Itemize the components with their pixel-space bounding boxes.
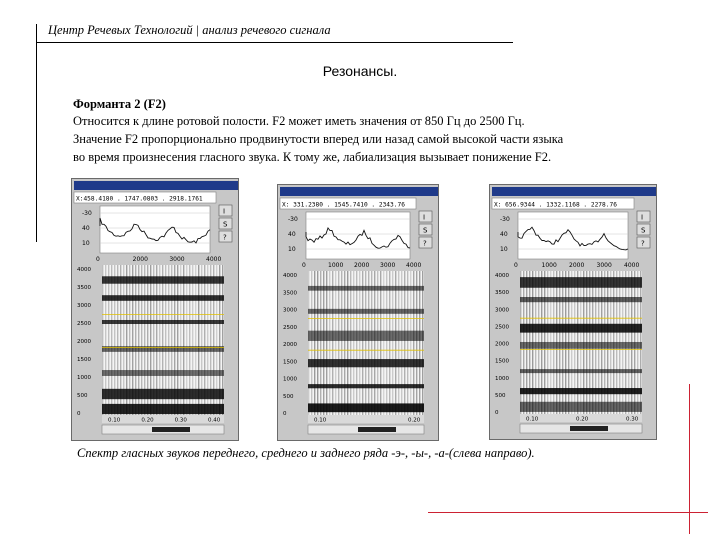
frequency-tick: 500	[77, 393, 88, 399]
spectrum-x-tick: 3000	[380, 262, 396, 269]
spectrogram-striation	[422, 271, 423, 415]
scrollbar-thumb	[152, 427, 190, 432]
spectrogram-striation	[383, 271, 384, 415]
header-rule	[36, 42, 513, 43]
spectrum-x-tick: 2000	[569, 262, 585, 269]
figure-caption: Спектр гласных звуков переднего, среднего и заднего ряда -э-, -ы-, -а-(слева направо).	[77, 446, 535, 460]
spectrogram-striation	[374, 271, 375, 415]
frequency-tick: 1000	[283, 376, 297, 383]
frequency-tick: 2500	[77, 321, 91, 327]
formant-band	[520, 342, 642, 349]
time-tick: 0.20	[576, 416, 589, 423]
spectrogram-striation	[371, 271, 372, 415]
time-tick: 0.40	[208, 417, 221, 424]
frequency-tick: 2500	[495, 324, 509, 331]
spectrogram-striation	[413, 271, 414, 415]
spectrum-x-tick: 0	[96, 256, 100, 263]
spectrum-x-tick: 2000	[354, 262, 370, 269]
spectrogram-striation	[335, 271, 336, 415]
spectrogram-striation	[380, 271, 381, 415]
spectrogram-window-central-vowel	[277, 184, 439, 441]
spectrum-y-tick: -30	[500, 216, 510, 223]
spectrogram-striation	[401, 271, 402, 415]
paragraph-line: Относится к длине ротовой полости. F2 может иметь значения от 850 Гц до 2500 Гц.	[73, 114, 525, 128]
spectrum-x-tick: 4000	[406, 262, 422, 269]
spectrogram-striation	[326, 271, 327, 415]
status-readout: X: 331.2380 . 1545.7410 . 2343.76	[282, 201, 405, 209]
spectrogram-striation	[419, 271, 420, 415]
window-title-bar	[280, 187, 438, 196]
spectrogram-striation	[392, 271, 393, 415]
time-tick: 0.30	[174, 417, 187, 424]
spectrogram-striation	[308, 271, 309, 415]
toolbar-button-label: ?	[223, 233, 227, 242]
spectrum-x-tick: 0	[302, 262, 306, 269]
toolbar-button-label: ?	[641, 239, 645, 248]
frequency-tick: 3500	[283, 290, 297, 297]
status-readout: X: 656.9344 . 1332.1168 . 2278.76	[494, 201, 617, 209]
decor-red-horizontal	[428, 512, 708, 513]
spectrum-y-tick: 40	[288, 231, 296, 238]
spectrogram-striation	[362, 271, 363, 415]
spectrogram-striation	[404, 271, 405, 415]
spectrogram-window-back-vowel	[489, 184, 657, 440]
spectrogram-striation	[323, 271, 324, 415]
spectrum-y-tick: 10	[500, 246, 508, 253]
time-tick: 0.10	[108, 417, 121, 424]
scrollbar-thumb	[570, 426, 608, 431]
spectrum-x-tick: 4000	[624, 262, 640, 269]
spectrum-x-tick: 1000	[328, 262, 344, 269]
formant-band	[102, 370, 224, 376]
time-axis-strip	[102, 415, 224, 423]
frequency-tick: 1500	[77, 357, 91, 363]
time-tick: 0.20	[141, 417, 154, 424]
spectrogram-striation	[416, 271, 417, 415]
toolbar-button-label: I	[223, 207, 226, 216]
spectrogram-striation	[386, 271, 387, 415]
spectrogram-striation	[407, 271, 408, 415]
spectrogram-striation	[395, 271, 396, 415]
frequency-tick: 4000	[495, 273, 509, 279]
left-rule	[36, 24, 37, 242]
spectrogram-window-front-vowel	[71, 178, 239, 441]
formant-band	[520, 324, 642, 333]
spectrogram-striation	[350, 271, 351, 415]
formant-band	[520, 277, 642, 288]
spectrogram-striation	[311, 271, 312, 415]
spectrogram-graphic	[490, 185, 657, 440]
window-title-bar	[492, 187, 656, 196]
frequency-tick: 3500	[495, 290, 509, 297]
spectrogram-striation	[410, 271, 411, 415]
frequency-tick: 4000	[77, 267, 91, 273]
frequency-tick: 1000	[495, 375, 509, 382]
frequency-tick: 1500	[283, 359, 297, 366]
formant-band	[308, 403, 424, 412]
frequency-tick: 1500	[495, 358, 509, 365]
formant-band	[102, 404, 224, 414]
frequency-tick: 0	[77, 411, 81, 417]
formant-band	[102, 389, 224, 399]
paragraph-line: во время произнесения гласного звука. К тому же, лабиализация вызывает понижение F2.	[73, 150, 552, 164]
spectrogram-striation	[365, 271, 366, 415]
spectrum-x-tick: 4000	[206, 256, 222, 263]
frequency-tick: 500	[283, 393, 294, 400]
formant-band	[308, 331, 424, 341]
frequency-tick: 2000	[77, 339, 91, 345]
spectrogram-graphic	[278, 185, 439, 441]
spectrum-y-tick: 10	[82, 240, 90, 247]
spectrum-x-tick: 3000	[169, 256, 185, 263]
spectrogram-striation	[320, 271, 321, 415]
spectrum-y-tick: 10	[288, 246, 296, 253]
formant-band	[102, 320, 224, 324]
slide-title: Резонансы.	[322, 63, 398, 79]
frequency-tick: 3000	[283, 307, 297, 314]
spectrogram-striation	[317, 271, 318, 415]
toolbar-button-label: I	[423, 213, 426, 222]
spectrogram-striation	[347, 271, 348, 415]
formant-band	[308, 309, 424, 314]
section-heading: Форманта 2 (F2)	[73, 97, 166, 111]
time-tick: 0.10	[526, 416, 539, 423]
status-readout: X:458.4180 . 1747.0803 . 2918.1761	[76, 195, 203, 203]
toolbar-button-label: S	[423, 226, 428, 235]
frequency-tick: 3000	[77, 303, 91, 309]
spectrogram-striation	[368, 271, 369, 415]
spectrum-x-tick: 2000	[132, 256, 148, 263]
spectrum-y-tick: -30	[82, 210, 92, 217]
header-text: Центр Речевых Технологий | анализ речевого сигнала	[48, 23, 331, 37]
paragraph-line: Значение F2 пропорционально продвинутости вперед или назад самой высокой части языка	[73, 132, 564, 146]
toolbar-button-label: S	[641, 226, 646, 235]
formant-band	[308, 384, 424, 388]
toolbar-button	[219, 205, 232, 216]
spectrogram-striation	[344, 271, 345, 415]
spectrum-y-tick: 40	[500, 231, 508, 238]
formant-band	[308, 359, 424, 367]
toolbar-button-label: I	[641, 213, 644, 222]
time-tick: 0.30	[626, 416, 639, 423]
spectrogram-striation	[356, 271, 357, 415]
spectrogram-striation	[353, 271, 354, 415]
spectrogram-striation	[377, 271, 378, 415]
frequency-tick: 0	[495, 410, 499, 416]
time-tick: 0.20	[408, 417, 421, 424]
frequency-tick: 2000	[495, 341, 509, 348]
frequency-tick: 0	[283, 411, 287, 417]
spectrogram-striation	[332, 271, 333, 415]
frequency-tick: 3000	[495, 307, 509, 314]
toolbar-button-label: ?	[423, 239, 427, 248]
spectrogram-striation	[338, 271, 339, 415]
spectrogram-striation	[359, 271, 360, 415]
time-tick: 0.10	[314, 417, 327, 424]
spectrogram-striation	[398, 271, 399, 415]
spectrogram-striation	[314, 271, 315, 415]
formant-band	[520, 297, 642, 302]
formant-band	[102, 295, 224, 301]
frequency-tick: 1000	[77, 375, 91, 381]
window-title-bar	[74, 181, 238, 190]
toolbar-button	[637, 211, 650, 222]
spectrum-x-tick: 3000	[596, 262, 612, 269]
formant-band	[308, 286, 424, 291]
frequency-tick: 3500	[77, 285, 91, 291]
spectrum-y-tick: -30	[288, 216, 298, 223]
spectrogram-striation	[389, 271, 390, 415]
toolbar-button	[419, 211, 432, 222]
formant-band	[102, 346, 224, 352]
scrollbar-thumb	[358, 427, 396, 432]
body-paragraph	[73, 112, 673, 166]
frequency-tick: 500	[495, 392, 506, 399]
frequency-tick: 2000	[283, 342, 297, 348]
formant-band	[520, 402, 642, 412]
frequency-tick: 4000	[283, 273, 297, 279]
formant-band	[520, 388, 642, 394]
spectrum-y-tick: 40	[82, 225, 90, 232]
spectrogram-striation	[341, 271, 342, 415]
spectrogram-graphic	[72, 179, 239, 441]
spectrum-x-tick: 0	[514, 262, 518, 269]
formant-band	[520, 369, 642, 373]
frequency-tick: 2500	[283, 324, 297, 331]
spectrogram-striation	[329, 271, 330, 415]
spectrum-x-tick: 1000	[541, 262, 557, 269]
toolbar-button-label: S	[223, 220, 228, 229]
formant-band	[102, 276, 224, 283]
